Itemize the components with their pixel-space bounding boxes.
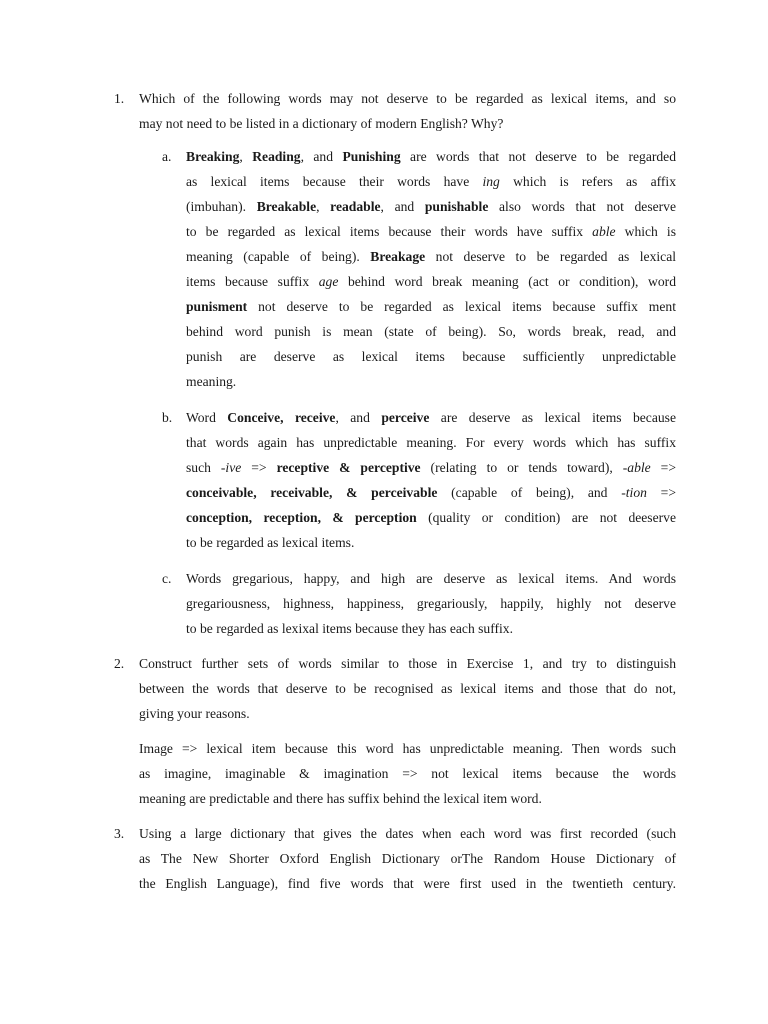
bold-term: punisment [186,299,248,314]
text-line: punisment not deserve to be regarded as lexical items because suffix ment [186,299,676,314]
question-text [139,651,676,726]
text-line: gregariousness, highness, happiness, gregariously, happily, highly not deserve [186,596,676,611]
bold-term: conceivable, receivable, & perceivable [186,485,438,500]
text-line: such -ive => receptive & perceptive (relating to or tends toward), -able => [186,460,676,475]
answer-text [186,144,676,394]
item-letter: c. [162,571,172,586]
text-line: giving your reasons. [139,706,250,721]
text-line: may not need to be listed in a dictionary of modern English? Why? [139,116,504,131]
text-line: between the words that deserve to be recognised as lexical items and those that do not, [139,681,676,696]
bold-term: readable [330,199,381,214]
answer-1c [162,566,676,641]
text-line: the English Language), find five words that were first used in the twentieth century. [139,876,676,891]
question-number: 3. [114,826,125,841]
text-line: Which of the following words may not deserve to be regarded as lexical items, and so [139,91,676,106]
italic-term: -able [622,460,651,475]
bold-term: Breakage [370,249,426,264]
question-2 [114,651,676,726]
text-line: meaning (capable of being). Breakage not deserve to be regarded as lexical [186,249,677,264]
answer-text [186,405,676,555]
text-line: meaning. [186,374,237,389]
italic-term: ing [482,174,500,189]
item-letter: a. [162,149,172,164]
italic-term: -tion [621,485,647,500]
text-line: as imagine, imaginable & imagination => not lexical items because the words [139,766,676,781]
text-line: Image => lexical item because this word has unpredictable meaning. Then words such [139,741,676,756]
text-line: conceivable, receivable, & perceivable (capable of being), and -tion => [186,485,677,500]
bold-term: Breakable [256,199,317,214]
text-line: meaning are predictable and there has suffix behind the lexical item word. [139,791,542,806]
text-line: to be regarded as lexixal items because they has each suffix. [186,621,514,636]
text-line: behind word punish is mean (state of being). So, words break, read, and [186,324,676,339]
text-line: (imbuhan). Breakable, readable, and punishable also words that not deserve [186,199,677,214]
italic-term: -ive [220,460,242,475]
text-line: punish are deserve as lexical items because sufficiently unpredictable [186,349,676,364]
text-line: Word Conceive, receive, and perceive are deserve as lexical items because [186,410,676,425]
bold-term: Conceive, receive [227,410,336,425]
bold-term: Punishing [342,149,401,164]
text-line: Breaking, Reading, and Punishing are words that not deserve to be regarded [186,149,677,164]
item-letter: b. [162,410,173,425]
answer-1a [162,144,676,394]
question-1 [114,86,676,136]
question-number: 1. [114,91,125,106]
text-line: to be regarded as lexical items because their words have suffix able which is [186,224,676,239]
question-3 [114,821,676,896]
italic-term: age [318,274,339,289]
question-number: 2. [114,656,125,671]
bold-term: Reading [252,149,301,164]
text-line: conception, reception, & perception (quality or condition) are not deeserve [186,510,676,525]
text-line: as lexical items because their words have ing which is refers as affix [186,174,677,189]
answer-text [186,566,676,641]
text-line: to be regarded as lexical items. [186,535,355,550]
question-text [139,86,676,136]
bold-term: conception, reception, & perception [186,510,417,525]
text-line: as The New Shorter Oxford English Dictionary orThe Random House Dictionary of [139,851,676,866]
italic-term: able [592,224,616,239]
bold-term: receptive & perceptive [276,460,421,475]
text-line: items because suffix age behind word break meaning (act or condition), word [186,274,676,289]
text-line: Using a large dictionary that gives the dates when each word was first recorded (such [139,826,676,841]
text-line: that words again has unpredictable meaning. For every words which has suffix [186,435,676,450]
question-text [139,821,676,896]
bold-term: Breaking [186,149,240,164]
text-line: Words gregarious, happy, and high are deserve as lexical items. And words [186,571,676,586]
text-line: Construct further sets of words similar to those in Exercise 1, and try to distinguish [139,656,676,671]
bold-term: punishable [424,199,489,214]
bold-term: perceive [381,410,430,425]
answer-2 [139,736,676,811]
answer-1b [162,405,676,555]
